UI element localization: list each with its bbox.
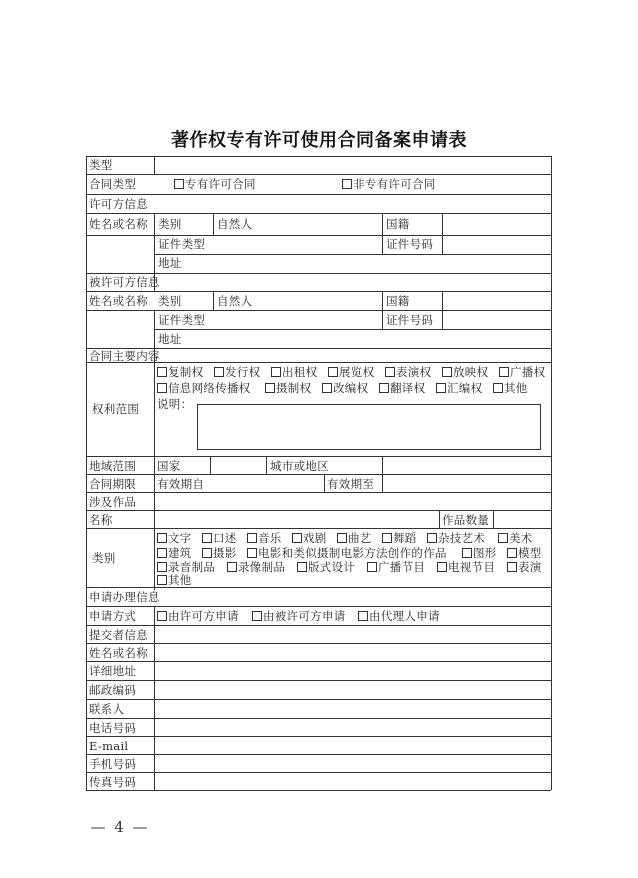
option-label: 模型 xyxy=(518,546,542,560)
option-label: 由代理人申请 xyxy=(369,609,440,623)
option-label: 专有许可合同 xyxy=(185,177,256,191)
region-label: 地域范围 xyxy=(89,459,137,473)
checkbox-box[interactable] xyxy=(265,383,275,393)
checkbox-box[interactable] xyxy=(337,533,347,543)
checkbox-work-performance[interactable] xyxy=(507,560,542,574)
section-type: 类型 xyxy=(89,158,113,172)
section-contract: 合同主要内容 xyxy=(89,349,160,363)
checkbox-box[interactable] xyxy=(498,533,508,543)
option-label: 发行权 xyxy=(225,365,261,379)
submitter-postcode-label: 邮政编码 xyxy=(89,683,137,697)
option-label: 展览权 xyxy=(339,365,375,379)
checkbox-box[interactable] xyxy=(507,562,517,572)
option-label: 翻译权 xyxy=(390,381,426,395)
option-label: 复制权 xyxy=(168,365,204,379)
option-label: 由被许可方申请 xyxy=(263,609,346,623)
checkbox-right-translation[interactable] xyxy=(379,381,425,395)
checkbox-box[interactable] xyxy=(202,533,212,543)
checkbox-box[interactable] xyxy=(157,383,167,393)
checkbox-right-rental[interactable] xyxy=(271,365,317,379)
checkbox-right-reproduction[interactable] xyxy=(157,365,203,379)
application-method-label: 申请方式 xyxy=(89,609,137,623)
checkbox-box[interactable] xyxy=(328,367,338,377)
option-label: 舞蹈 xyxy=(393,531,417,545)
checkbox-work-audio[interactable] xyxy=(157,560,215,574)
option-label: 版式设计 xyxy=(308,560,356,574)
checkbox-box[interactable] xyxy=(214,367,224,377)
checkbox-work-layout[interactable] xyxy=(297,560,355,574)
checkbox-work-fine-art[interactable] xyxy=(498,531,533,545)
checkbox-right-network[interactable] xyxy=(157,381,251,395)
contract-type-label: 合同类型 xyxy=(89,177,137,191)
option-label: 其他 xyxy=(504,381,528,395)
checkbox-box[interactable] xyxy=(157,367,167,377)
checkbox-box[interactable] xyxy=(227,562,237,572)
option-label: 录音制品 xyxy=(168,560,216,574)
section-licensee: 被许可方信息 xyxy=(89,275,160,289)
checkbox-box[interactable] xyxy=(379,383,389,393)
option-label: 汇编权 xyxy=(447,381,483,395)
section-application: 申请办理信息 xyxy=(89,590,160,604)
checkbox-work-acrobatics[interactable] xyxy=(427,531,485,545)
checkbox-work-literary[interactable] xyxy=(157,531,192,545)
checkbox-box[interactable] xyxy=(292,533,302,543)
checkbox-work-graphic[interactable] xyxy=(462,546,497,560)
option-label: 由许可方申请 xyxy=(168,609,239,623)
licensor-nationality-label: 国籍 xyxy=(386,217,410,231)
checkbox-box[interactable] xyxy=(427,533,437,543)
term-label: 合同期限 xyxy=(89,477,137,491)
checkbox-box[interactable] xyxy=(437,562,447,572)
option-label: 信息网络传播权 xyxy=(168,381,251,395)
option-label: 图形 xyxy=(473,546,497,560)
checkbox-box[interactable] xyxy=(252,611,262,621)
checkbox-method-agent[interactable] xyxy=(358,609,440,623)
option-label: 表演权 xyxy=(396,365,432,379)
checkbox-box[interactable] xyxy=(247,533,257,543)
licensee-name-label: 姓名或名称 xyxy=(89,294,148,308)
licensor-category-value[interactable]: 自然人 xyxy=(217,217,253,231)
licensor-address-label: 地址 xyxy=(158,256,182,270)
checkbox-box[interactable] xyxy=(297,562,307,572)
licensee-nationality-label: 国籍 xyxy=(386,294,410,308)
checkbox-right-compilation[interactable] xyxy=(436,381,482,395)
option-label: 戏剧 xyxy=(303,531,327,545)
submitter-name-label: 姓名或名称 xyxy=(89,646,148,660)
submitter-fax-label: 传真号码 xyxy=(89,775,137,789)
licensee-category-label: 类别 xyxy=(158,294,182,308)
checkbox-box[interactable] xyxy=(499,367,509,377)
checkbox-right-exhibition[interactable] xyxy=(328,365,374,379)
licensor-category-label: 类别 xyxy=(158,217,182,231)
checkbox-box[interactable] xyxy=(157,611,167,621)
option-label: 音乐 xyxy=(258,531,282,545)
option-label: 出租权 xyxy=(282,365,318,379)
checkbox-box[interactable] xyxy=(174,179,184,189)
option-label: 杂技艺术 xyxy=(438,531,486,545)
option-label: 曲艺 xyxy=(348,531,372,545)
option-label: 口述 xyxy=(213,531,237,545)
checkbox-work-radio[interactable] xyxy=(367,560,425,574)
section-licensor: 许可方信息 xyxy=(89,197,148,211)
option-label: 摄影 xyxy=(213,546,237,560)
option-label: 电视节目 xyxy=(448,560,496,574)
checkbox-work-quyi[interactable] xyxy=(337,531,372,545)
submitter-contact-label: 联系人 xyxy=(89,702,125,716)
rights-scope-label: 权利范围 xyxy=(92,402,140,416)
option-label: 建筑 xyxy=(168,546,192,560)
region-country-label: 国家 xyxy=(157,459,181,473)
checkbox-right-other[interactable] xyxy=(493,381,528,395)
checkbox-right-adaptation[interactable] xyxy=(322,381,368,395)
checkbox-box[interactable] xyxy=(342,179,352,189)
application-form xyxy=(86,156,551,790)
checkbox-box[interactable] xyxy=(462,548,472,558)
checkbox-right-broadcast[interactable] xyxy=(499,365,545,379)
checkbox-exclusive-license[interactable] xyxy=(174,177,256,191)
checkbox-work-photography[interactable] xyxy=(202,546,237,560)
work-quantity-label: 作品数量 xyxy=(442,513,490,527)
checkbox-work-music[interactable] xyxy=(247,531,282,545)
checkbox-non-exclusive-license[interactable] xyxy=(342,177,436,191)
licensee-category-value[interactable]: 自然人 xyxy=(217,294,253,308)
checkbox-box[interactable] xyxy=(507,548,517,558)
licensor-id-number-label: 证件号码 xyxy=(386,237,434,251)
licensee-id-type-label: 证件类型 xyxy=(158,313,206,327)
option-label: 非专有许可合同 xyxy=(353,177,436,191)
option-label: 录像制品 xyxy=(238,560,286,574)
checkbox-work-film[interactable] xyxy=(247,546,447,560)
checkbox-box[interactable] xyxy=(493,383,503,393)
option-label: 文字 xyxy=(168,531,192,545)
checkbox-right-performance[interactable] xyxy=(385,365,431,379)
checkbox-work-video[interactable] xyxy=(227,560,285,574)
option-label: 摄制权 xyxy=(276,381,312,395)
option-label: 广播权 xyxy=(510,365,546,379)
licensor-name-label: 姓名或名称 xyxy=(89,217,148,231)
checkbox-box[interactable] xyxy=(271,367,281,377)
licensor-id-type-label: 证件类型 xyxy=(158,237,206,251)
checkbox-box[interactable] xyxy=(367,562,377,572)
rights-note-label: 说明： xyxy=(157,397,193,411)
checkbox-right-screening[interactable] xyxy=(442,365,488,379)
checkbox-right-filming[interactable] xyxy=(265,381,311,395)
licensee-id-number-label: 证件号码 xyxy=(386,313,434,327)
checkbox-box[interactable] xyxy=(157,533,167,543)
submitter-mobile-label: 手机号码 xyxy=(89,757,137,771)
option-label: 广播节目 xyxy=(378,560,426,574)
option-label: 其他 xyxy=(168,573,192,587)
submitter-email-label: E-mail xyxy=(89,739,129,753)
submitter-phone-label: 电话号码 xyxy=(89,721,137,735)
checkbox-box[interactable] xyxy=(382,533,392,543)
section-works: 涉及作品 xyxy=(89,495,137,509)
option-label: 美术 xyxy=(509,531,533,545)
checkbox-work-tv[interactable] xyxy=(437,560,495,574)
checkbox-method-licensee[interactable] xyxy=(252,609,346,623)
option-label: 改编权 xyxy=(333,381,369,395)
checkbox-box[interactable] xyxy=(157,562,167,572)
checkbox-work-architecture[interactable] xyxy=(157,546,192,560)
page-number: — 4 — xyxy=(90,818,150,836)
checkbox-box[interactable] xyxy=(202,548,212,558)
work-category-label: 类别 xyxy=(92,551,116,565)
checkbox-box[interactable] xyxy=(385,367,395,377)
checkbox-right-distribution[interactable] xyxy=(214,365,260,379)
rights-note-textbox[interactable] xyxy=(197,404,541,450)
work-name-label: 名称 xyxy=(89,513,113,527)
submitter-info-label: 提交者信息 xyxy=(89,628,148,642)
checkbox-method-licensor[interactable] xyxy=(157,609,239,623)
option-label: 电影和类似摄制电影方法创作的作品 xyxy=(258,546,447,560)
checkbox-work-oral[interactable] xyxy=(202,531,237,545)
checkbox-box[interactable] xyxy=(442,367,452,377)
form-title: 著作权专有许可使用合同备案申请表 xyxy=(171,130,467,151)
checkbox-box[interactable] xyxy=(157,548,167,558)
checkbox-work-other[interactable] xyxy=(157,573,192,587)
option-label: 表演 xyxy=(518,560,542,574)
checkbox-work-dance[interactable] xyxy=(382,531,417,545)
submitter-address-label: 详细地址 xyxy=(89,664,137,678)
checkbox-box[interactable] xyxy=(358,611,368,621)
checkbox-box[interactable] xyxy=(436,383,446,393)
checkbox-box[interactable] xyxy=(322,383,332,393)
checkbox-work-drama[interactable] xyxy=(292,531,327,545)
checkbox-box[interactable] xyxy=(157,575,167,585)
checkbox-work-model[interactable] xyxy=(507,546,542,560)
term-to-label: 有效期至 xyxy=(327,477,375,491)
checkbox-box[interactable] xyxy=(247,548,257,558)
option-label: 放映权 xyxy=(453,365,489,379)
licensee-address-label: 地址 xyxy=(158,332,182,346)
region-city-label: 城市或地区 xyxy=(270,459,329,473)
term-from-label: 有效期自 xyxy=(157,477,205,491)
